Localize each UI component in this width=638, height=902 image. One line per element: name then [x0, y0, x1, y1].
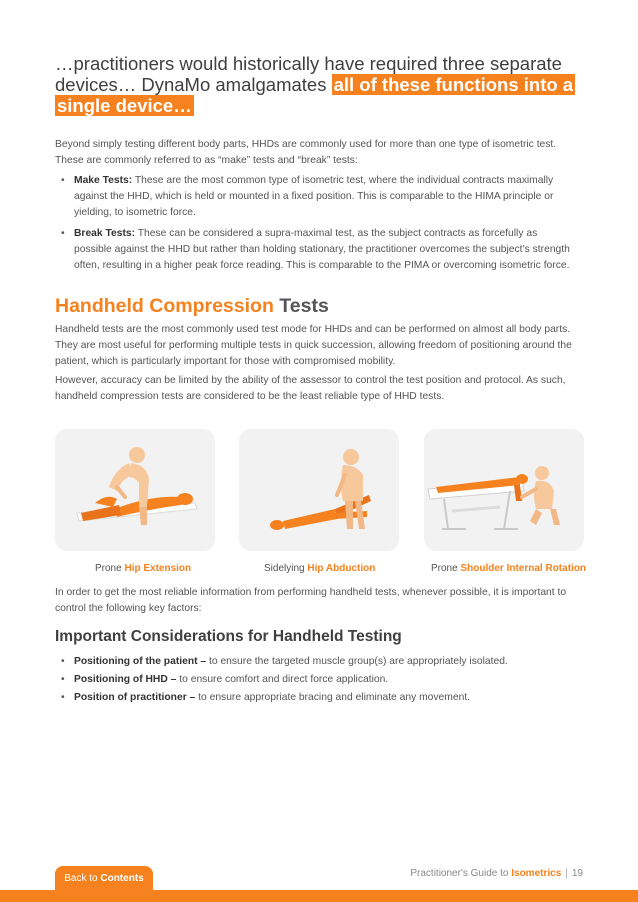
- section-heading-highlight: Handheld Compression: [55, 295, 274, 317]
- caption-highlight: Hip Extension: [124, 563, 192, 574]
- consideration-text: to ensure comfort and direct force application.: [176, 674, 389, 685]
- sidelying-hip-abduction-illustration: [239, 429, 399, 551]
- footer-guide-title: [410, 868, 583, 879]
- consideration-term: Positioning of HHD –: [74, 674, 177, 685]
- intro-paragraph: Beyond simply testing different body parts, HHDs are commonly used for more than one type of isometric test. These are commonly referred to as “make” tests and “break” tests:: [55, 139, 557, 166]
- back-button-highlight: Contents: [100, 873, 144, 884]
- prone-hip-extension-illustration: [55, 429, 215, 551]
- caption-shoulder-internal-rotation: [431, 563, 586, 575]
- test-types-list: [55, 173, 575, 274]
- list-item: [55, 173, 575, 221]
- handheld-paragraph-2: However, accuracy can be limited by the ability of the assessor to control the test position and protocol. As such, handheld compression tests are considered to be the least reliable type of HHD tests.: [55, 375, 566, 402]
- caption-hip-extension: [95, 563, 191, 575]
- consideration-term: Positioning of the patient –: [74, 656, 207, 667]
- footer-bar: [0, 890, 638, 902]
- caption-prefix: Sidelying: [264, 563, 308, 574]
- consideration-text: to ensure appropriate bracing and eliminate any movement.: [195, 692, 471, 703]
- sidelying-hip-abduction-figure: [239, 429, 399, 551]
- make-test-term: Make Tests:: [74, 175, 133, 186]
- footer-separator: |: [565, 868, 568, 879]
- caption-prefix: Prone: [95, 563, 125, 574]
- caption-highlight: Shoulder Internal Rotation: [460, 563, 587, 574]
- consideration-text: to ensure the targeted muscle group(s) are appropriately isolated.: [206, 656, 508, 667]
- list-item: [55, 672, 585, 688]
- caption-hip-abduction: [264, 563, 375, 575]
- prone-shoulder-internal-rotation-figure: [424, 429, 584, 551]
- page-number: 19: [571, 868, 583, 879]
- make-test-text: These are the most common type of isometric test, where the individual contracts maximally against the HHD, which is held or mounted in a fixed position. This is comparable to the HIMA principle or yielding, to isometric force.: [74, 175, 554, 218]
- back-to-contents-button[interactable]: [55, 866, 153, 892]
- consideration-term: Position of practitioner –: [74, 692, 196, 703]
- caption-highlight: Hip Abduction: [307, 563, 376, 574]
- break-test-text: These can be considered a supra-maximal test, as the subject contracts as forcefully as possible against the HHD but rather than holding stationary, the practitioner overcomes the subject’s strength often, resulting in a higher peak force reading. This is comparable to the PIMA or overcoming isometric force.: [74, 228, 570, 271]
- break-test-term: Break Tests:: [74, 228, 136, 239]
- footer-guide-highlight: Isometrics: [511, 868, 562, 879]
- considerations-heading: Important Considerations for Handheld Testing: [55, 628, 402, 645]
- list-item: [55, 690, 585, 706]
- prone-shoulder-internal-rotation-illustration: [424, 429, 584, 551]
- back-button-prefix: Back to: [64, 873, 101, 884]
- section-heading: [55, 294, 329, 318]
- key-factors-paragraph: In order to get the most reliable information from performing handheld tests, whenever possible, it is important to control the following key factors:: [55, 587, 567, 614]
- section-heading-rest: Tests: [273, 295, 329, 317]
- pull-quote-highlight: all of these functions into a single device…: [57, 74, 574, 116]
- list-item: [55, 226, 575, 274]
- pull-quote: [55, 53, 585, 116]
- prone-hip-extension-figure: [55, 429, 215, 551]
- footer-guide-prefix: Practitioner's Guide to: [410, 868, 512, 879]
- caption-prefix: Prone: [431, 563, 461, 574]
- pull-quote-text: …practitioners would historically have required three separate devices… DynaMo amalgamates: [55, 53, 562, 95]
- considerations-list: [55, 654, 585, 706]
- list-item: [55, 654, 585, 670]
- handheld-paragraph-1: Handheld tests are the most commonly used test mode for HHDs and can be performed on almost all body parts. They are most useful for performing multiple tests in quick succession, allowing freedom of positioning around the patient, which is particularly important for those with compromised mobility.: [55, 324, 572, 367]
